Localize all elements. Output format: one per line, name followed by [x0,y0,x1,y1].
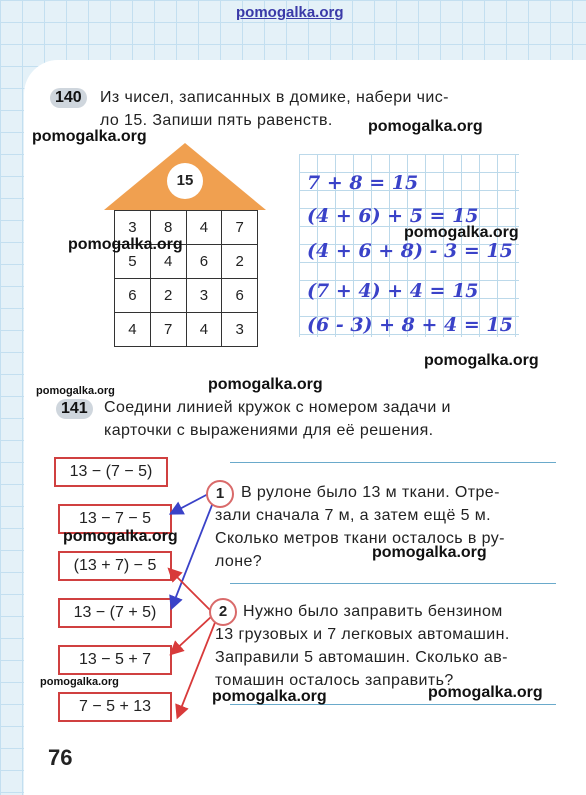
watermark: pomogalka.org [68,236,183,253]
expression-card[interactable]: 13 − (7 − 5) [54,457,168,487]
equation-4: (7 + 4) + 4 = 15 [307,280,479,302]
problem-2-line3: Заправили 5 автомашин. Сколько ав- [215,649,508,666]
problem-1-line1: В рулоне было 13 м ткани. Отре- [241,484,500,501]
equation-3: (4 + 6 + 8) - 3 = 15 [307,240,513,262]
house-cell: 6 [115,279,151,313]
watermark-link[interactable]: pomogalka.org [236,4,344,21]
problem-2-line1: Нужно было заправить бензином [243,603,503,620]
watermark: pomogalka.org [424,352,539,369]
house-cell: 7 [150,313,186,347]
house-cell: 4 [150,245,186,279]
house-cell: 6 [186,245,222,279]
task-141-number: 141 [56,399,93,419]
watermark: pomogalka.org [36,385,115,397]
watermark: pomogalka.org [212,688,327,705]
expression-card[interactable]: 7 − 5 + 13 [58,692,172,722]
task-141-text-line1: Соедини линией кружок с номером задачи и [104,399,451,416]
problem-2-circle[interactable]: 2 [209,598,237,626]
equation-2: (4 + 6) + 5 = 15 [307,205,479,227]
watermark: pomogalka.org [32,128,147,145]
watermark: pomogalka.org [372,544,487,561]
task-140-text-line2: ло 15. Запиши пять равенств. [100,112,333,129]
house-cell: 3 [222,313,258,347]
problem-1-line2: зали сначала 7 м, а затем ещё 5 м. [215,507,491,524]
house-cell: 7 [222,211,258,245]
watermark: pomogalka.org [208,376,323,393]
house-cell: 4 [115,313,151,347]
house-cell: 6 [222,279,258,313]
expression-card[interactable]: 13 − 5 + 7 [58,645,172,675]
roof-value: 15 [176,172,194,189]
watermark: pomogalka.org [40,676,119,688]
task-140-number: 140 [50,88,87,108]
page-number: 76 [48,745,73,770]
watermark: pomogalka.org [428,684,543,701]
house-cell: 4 [186,313,222,347]
watermark: pomogalka.org [63,528,178,545]
expression-card[interactable]: (13 + 7) − 5 [58,551,172,581]
problem-1-line4: лоне? [215,553,263,570]
task-141-text-line2: карточки с выражениями для её решения. [104,422,434,439]
equation-5: (6 - 3) + 8 + 4 = 15 [307,314,513,336]
house-cell: 8 [150,211,186,245]
house-cell: 4 [186,211,222,245]
house-cell: 3 [115,211,151,245]
problem-2-line2: 13 грузовых и 7 легковых автомашин. [215,626,510,643]
equation-1: 7 + 8 = 15 [307,172,419,194]
expression-card[interactable]: 13 − 7 − 5 [58,504,172,534]
problem-1-circle[interactable]: 1 [206,480,234,508]
task-140-text-line1: Из чисел, записанных в домике, набери чис- [100,89,449,106]
house-cell: 2 [222,245,258,279]
problem-2-line4: томашин осталось заправить? [215,672,454,689]
house-cell: 2 [150,279,186,313]
house-cell: 5 [115,245,151,279]
watermark: pomogalka.org [368,118,483,135]
problem-1-line3: Сколько метров ткани осталось в ру- [215,530,505,547]
expression-card[interactable]: 13 − (7 + 5) [58,598,172,628]
watermark: pomogalka.org [404,224,519,241]
house-cell: 3 [186,279,222,313]
